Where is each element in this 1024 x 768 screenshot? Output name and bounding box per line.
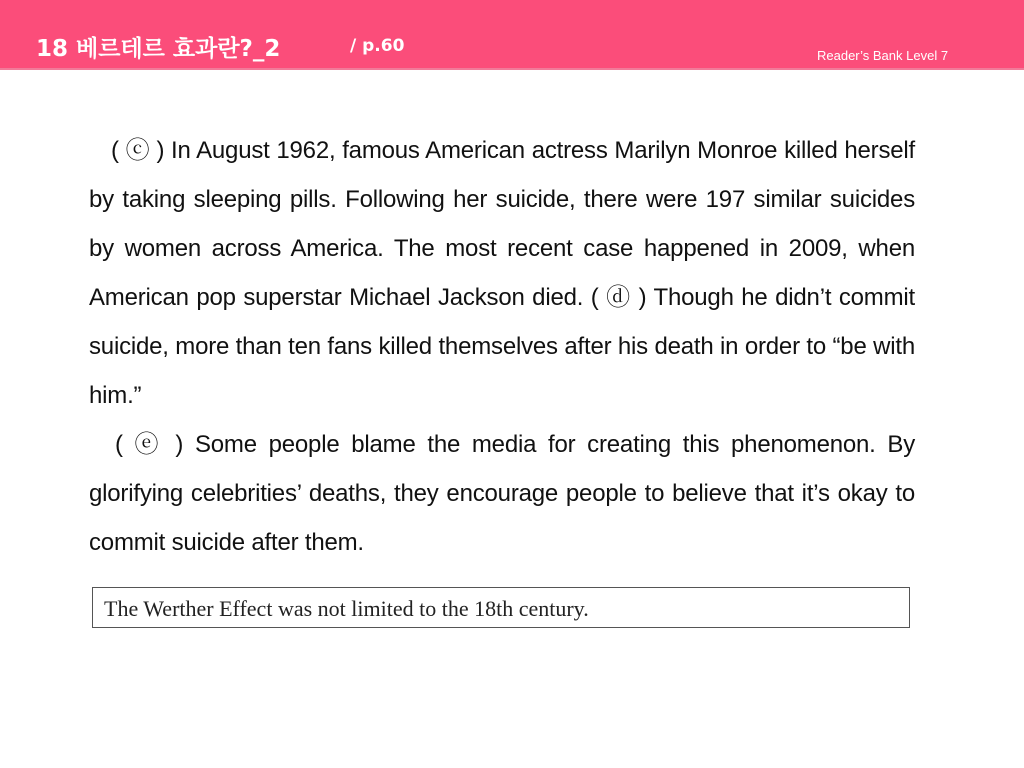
marker-d: ( ⓓ ) [590,284,647,311]
page-title: 18 베르테르 효과란?_2 [36,36,281,62]
reading-passage [89,126,915,567]
page-reference: / p.60 [350,36,405,56]
passage-text-d: Though he didn’t commit suicide, more than ten fans killed themselves after his death in order to “be with him.” [89,284,915,409]
passage-text-e: Some people blame the media for creating this phenomenon. By glorifying celebrities’ deaths, they encourage people to believe that it’s okay to commit suicide after them. [89,431,915,556]
header-bar [0,0,1024,70]
passage-text-c: In August 1962, famous American actress Marilyn Monroe killed herself by taking sleeping pills. Following her suicide, there were 197 similar suicides by women across America. The most recent case happened in 2009, when American pop superstar Michael Jackson died. [89,137,915,311]
brand-label: Reader’s Bank Level 7 [817,48,949,63]
answer-sentence-box: The Werther Effect was not limited to the 18th century. [92,587,910,628]
marker-e: ( ⓔ ) [115,431,184,458]
marker-c: ( ⓒ ) [111,137,165,164]
